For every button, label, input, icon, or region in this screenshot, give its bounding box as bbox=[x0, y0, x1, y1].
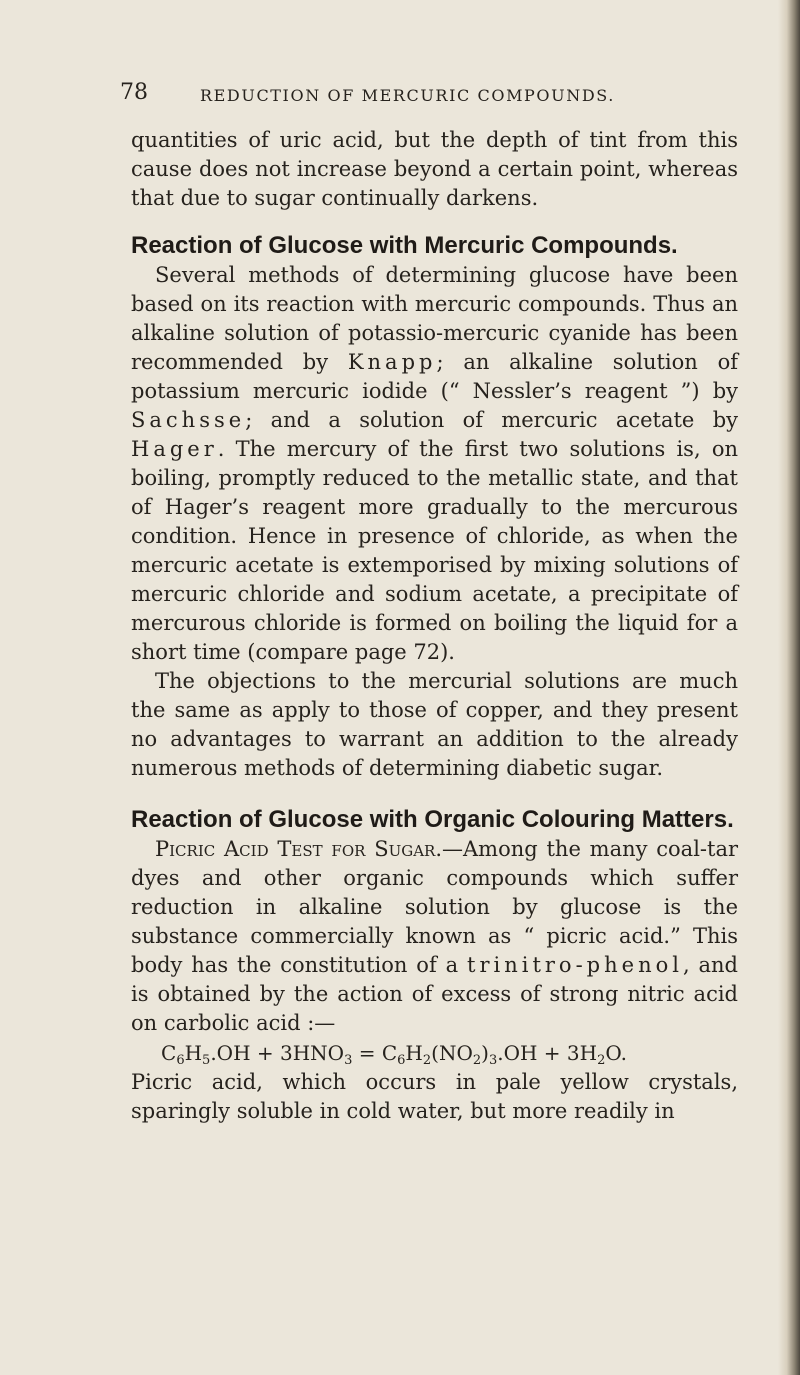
mercurial-objections-paragraph: The objections to the mercurial solutions are much the same as apply to those of copper, and they present no advantages to warrant an addition to the already numerous methods of determining diabetic sugar. bbox=[131, 669, 738, 780]
picric-acid-test-lead: Picric Acid Test for Sugar. bbox=[155, 837, 443, 861]
author-name-sachsse: Sachsse bbox=[131, 408, 246, 432]
author-name-hager: Hager bbox=[131, 437, 218, 461]
page-edge-shadow bbox=[778, 0, 800, 1375]
page-header bbox=[120, 80, 720, 114]
running-head: REDUCTION OF MERCURIC COMPOUNDS. bbox=[200, 86, 615, 105]
chemical-equation: $C_6H_5.OH + 3HNO_3 = C_6H_2(NO_2)_3.OH + 3H_2O$. bbox=[161, 1041, 627, 1068]
trinitro-phenol-term: trinitro-phenol bbox=[467, 953, 683, 977]
page-number: 78 bbox=[120, 80, 148, 105]
intro-paragraph: quantities of uric acid, but the depth of tint from this cause does not increase beyond a certain point, whereas that due to sugar continually darkens. bbox=[131, 128, 738, 210]
section-heading-colouring-matters: Reaction of Glucose with Organic Colouring Matters. bbox=[131, 806, 734, 833]
picric-acid-paragraph: Picric Acid Test for Sugar.—Among the many coal-tar dyes and other organic compounds which suffer reduction in alkaline solution by glucose is the substance commercially known as “ picric acid.” This body has the constitution of a trinitro-phenol, and is obtained by the action of excess of strong nitric acid on carbolic acid :— bbox=[131, 837, 739, 1035]
mercuric-methods-paragraph: Several methods of determining glucose have been based on its reaction with mercuric compounds. Thus an alkaline solution of potassio-mercuric cyanide has been recommended by Knapp; an alkaline solution of potassium mercuric iodide (“ Nessler’s reagent ”) by Sachsse; and a solution of mercuric acetate by Hager. The mercury of the first two solutions is, on boiling, promptly reduced to the metallic state, and that of Hager’s reagent more gradually to the mercurous condition. Hence in presence of chloride, as when the mercuric acetate is extemporised by mixing solutions of mercuric chloride and sodium acetate, a precipitate of mercurous chloride is formed on boiling the liquid for a short time (compare page 72). bbox=[131, 263, 738, 664]
page-body bbox=[131, 126, 738, 1126]
section-heading-mercuric: Reaction of Glucose with Mercuric Compounds. bbox=[131, 232, 678, 259]
author-name-knapp: Knapp bbox=[347, 350, 437, 374]
picric-acid-properties-paragraph: Picric acid, which occurs in pale yellow crystals, sparingly soluble in cold water, but more readily in bbox=[131, 1070, 738, 1123]
